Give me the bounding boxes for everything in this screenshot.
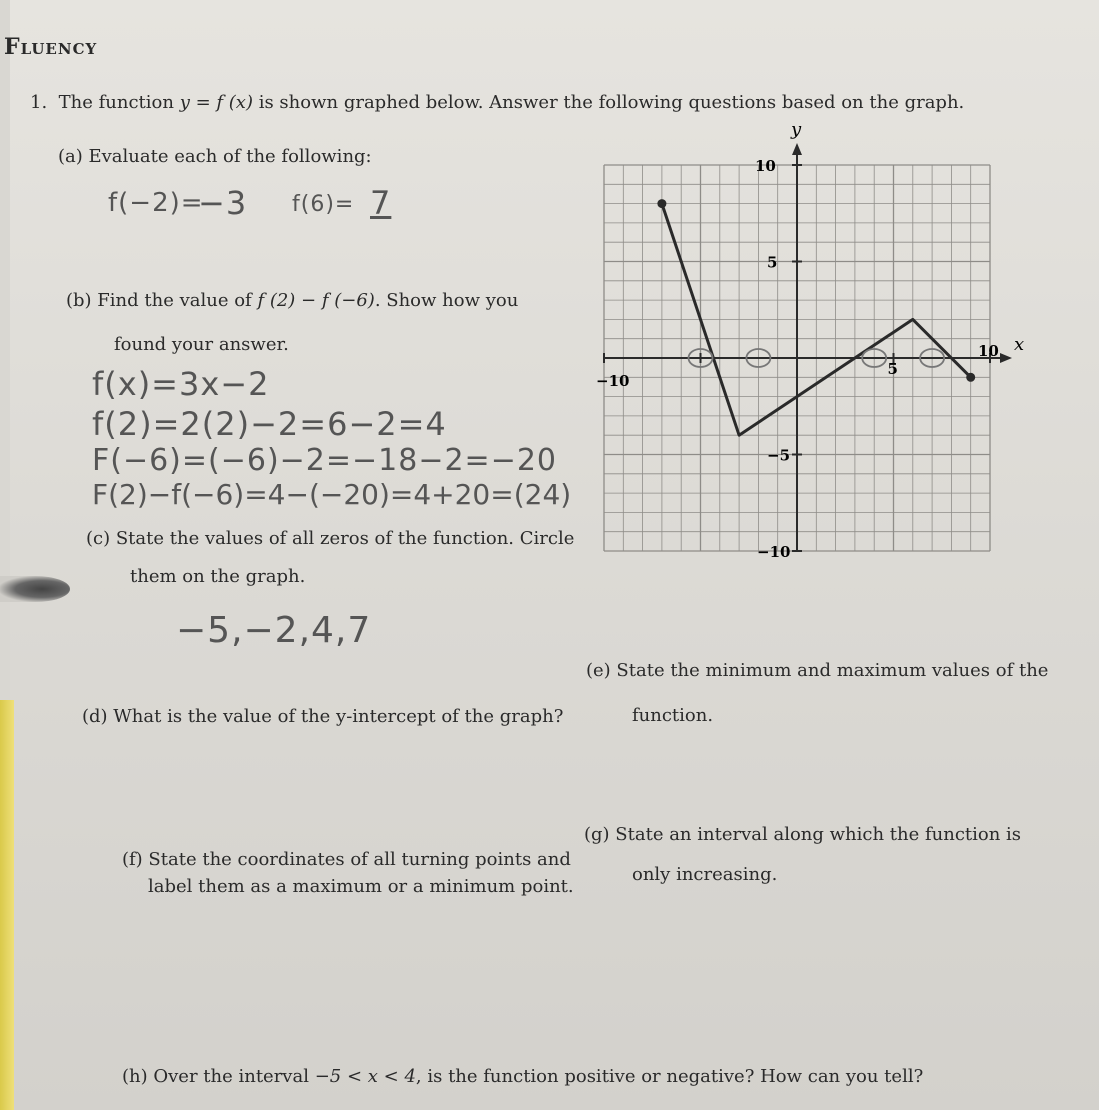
part-e-line1: (e) State the minimum and maximum values of the (586, 660, 1049, 681)
part-e-line2: function. (632, 705, 714, 726)
x-axis-arrow (1000, 353, 1012, 363)
tick-label-x-5: 5 (887, 360, 898, 378)
intro-math: y = f (x) (179, 92, 253, 113)
section-heading: Fluency (4, 34, 98, 60)
endpoint-dot (657, 199, 666, 208)
part-b-post: . Show how you (374, 290, 519, 311)
x-axis-label: x (1014, 334, 1025, 355)
y-axis-label: y (791, 119, 802, 140)
part-a-answer1: −3 (198, 184, 248, 222)
part-h-label (122, 1066, 923, 1088)
tick-label-x-10: 10 (978, 342, 999, 360)
part-a-answer2: 7 (370, 184, 392, 222)
part-a-label: (a) Evaluate each of the following: (58, 146, 372, 167)
tick-label-y-neg5: −5 (767, 446, 791, 465)
part-h-pre: (h) Over the interval (122, 1066, 309, 1087)
problem-number: 1. (30, 92, 48, 113)
part-a-expr2: f(6)= (292, 192, 355, 217)
tick-label-y-neg10: −10 (757, 543, 791, 561)
binder-hole (0, 576, 70, 602)
part-b-line2: found your answer. (114, 334, 289, 355)
part-f-line2: label them as a maximum or a minimum point. (148, 876, 574, 897)
part-b-math: f (2) − f (−6) (257, 290, 375, 311)
part-d-label: (d) What is the value of the y-intercept of the graph? (82, 706, 564, 727)
part-g-line2: only increasing. (632, 864, 778, 885)
tick-label-y-5: 5 (767, 253, 778, 272)
part-c-answer: −5,−2,4,7 (176, 610, 372, 651)
part-b-pre: (b) Find the value of (66, 290, 252, 311)
part-a-expr1: f(−2)= (108, 188, 204, 218)
part-b-work-3: F(−6)=(−6)−2=−18−2=−20 (92, 443, 557, 478)
intro-post: is shown graphed below. Answer the following questions based on the graph. (258, 92, 965, 113)
notebook-spine (0, 700, 14, 1110)
part-g-line1: (g) State an interval along which the function is (584, 824, 1022, 845)
tick-label-x-neg10: −10 (596, 372, 630, 390)
endpoint-dot (966, 373, 975, 382)
part-b-work-4: F(2)−f(−6)=4−(−20)=4+20=(24) (92, 478, 572, 511)
part-b-work-2: f(2)=2(2)−2=6−2=4 (92, 405, 447, 443)
function-graph (590, 108, 1030, 578)
part-b-work-1: f(x)=3x−2 (92, 365, 270, 403)
part-h-post: , is the function positive or negative? How can you tell? (415, 1066, 924, 1087)
part-c-line1: (c) State the values of all zeros of the function. Circle (86, 528, 575, 549)
part-h-math: −5 < x < 4 (314, 1066, 416, 1087)
intro-pre: The function (58, 92, 174, 113)
part-c-line2: them on the graph. (130, 566, 306, 587)
part-b-line1 (66, 290, 518, 312)
part-f-line1: (f) State the coordinates of all turning points and (122, 849, 571, 870)
tick-label-y-10: 10 (755, 157, 776, 175)
y-axis-arrow (792, 143, 802, 155)
